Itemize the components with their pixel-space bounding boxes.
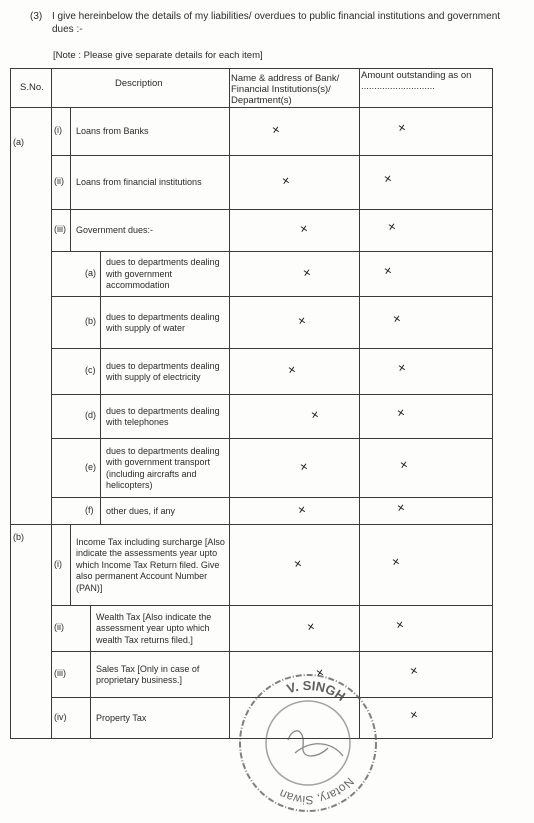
cross-mark-amount: ×: [395, 498, 406, 516]
cross-mark-amount: ×: [408, 662, 419, 679]
row-subnumber: (ii): [54, 622, 64, 632]
row-subnumber: (a): [85, 267, 96, 278]
row-divider: [51, 209, 492, 210]
row-subnumber: (d): [85, 410, 96, 420]
cross-mark-amount: ×: [408, 705, 419, 723]
column-divider-name: [359, 68, 360, 738]
cross-mark-amount: ×: [398, 455, 409, 473]
cross-mark-name: ×: [280, 172, 291, 189]
row-divider: [51, 651, 492, 652]
subnumber-divider: [70, 524, 71, 605]
row-description: other dues, if any: [106, 505, 176, 516]
row-subnumber: (iv): [54, 711, 67, 722]
row-subnumber: (i): [54, 125, 62, 135]
row-subnumber: (f): [85, 504, 94, 515]
subnumber-divider: [90, 651, 91, 697]
row-description: Sales Tax [Only in case of proprietary business.]: [96, 663, 200, 685]
row-divider: [51, 348, 492, 349]
subnumber-divider: [100, 251, 101, 296]
row-subnumber: (e): [85, 461, 96, 472]
subnumber-divider: [90, 605, 91, 651]
cross-mark-amount: ×: [395, 404, 406, 421]
row-subnumber: (iii): [54, 668, 66, 678]
cross-mark-name: ×: [296, 312, 307, 329]
cross-mark-amount: ×: [382, 261, 393, 279]
subnumber-divider: [90, 697, 91, 738]
row-description: Income Tax including surcharge [Also indicate the assessments year upto which Income Tax Return filed. Give also permanent Account Number (PAN)]: [76, 536, 225, 593]
row-description: Wealth Tax [Also indicate the assessment year upto which wealth Tax returns filed.]: [96, 611, 212, 645]
row-divider: [10, 524, 492, 525]
row-subnumber: (c): [85, 365, 96, 375]
row-subnumber: (b): [85, 316, 96, 326]
column-divider-sno: [51, 68, 52, 738]
row-description: Government dues:-: [76, 225, 154, 236]
note-text: [Note : Please give separate details for each item]: [53, 50, 263, 61]
row-description: dues to departments dealing with supply of water: [106, 311, 220, 333]
cross-mark-name: ×: [314, 664, 325, 681]
row-description: dues to departments dealing with telephones: [106, 405, 220, 427]
table-border-top: [10, 68, 492, 69]
row-divider: [51, 605, 492, 606]
row-divider: [51, 155, 492, 156]
subnumber-divider: [70, 209, 71, 251]
cross-mark-amount: ×: [396, 119, 407, 136]
cross-mark-name: ×: [296, 500, 307, 518]
row-description: dues to departments dealing with government accommodation: [106, 257, 220, 291]
section-number: (3): [30, 11, 43, 22]
cross-mark-amount: ×: [391, 310, 402, 327]
signature-scribble: [288, 731, 343, 756]
row-description: dues to departments dealing with government transport (including aircrafts and helicopters): [106, 445, 220, 490]
row-subnumber: (ii): [54, 176, 64, 186]
row-divider: [51, 296, 492, 297]
subnumber-divider: [70, 107, 71, 155]
subnumber-divider: [100, 497, 101, 524]
column-divider-description: [229, 68, 230, 738]
table-border-right: [492, 68, 493, 738]
cross-mark-name: ×: [309, 406, 320, 423]
row-divider: [51, 251, 492, 252]
table-border-left: [10, 68, 11, 738]
notary-stamp: [233, 668, 383, 818]
cross-mark-amount: ×: [382, 170, 393, 187]
row-section-label: (a): [13, 137, 24, 147]
header-amount: Amount outstanding as on ............................: [361, 70, 472, 92]
header-name-address: Name & address of Bank/ Financial Institutions(s)/ Department(s): [231, 73, 340, 106]
row-subnumber: (iii): [54, 224, 66, 234]
svg-text:V. SINGH: [285, 678, 348, 704]
row-section-label: (b): [13, 532, 24, 542]
cross-mark-name: ×: [270, 121, 281, 138]
row-description: dues to departments dealing with supply of electricity: [106, 360, 220, 382]
cross-mark-name: ×: [305, 618, 316, 635]
row-divider: [51, 497, 492, 498]
row-subnumber: (i): [54, 558, 62, 569]
stamp-name: V. SINGH: [284, 677, 349, 705]
cross-mark-name: ×: [298, 220, 309, 237]
intro-text: I give hereinbelow the details of my liabilities/ overdues to public financial institutions and government dues :-: [52, 11, 501, 35]
row-description: Loans from Banks: [76, 126, 149, 137]
cross-mark-amount: ×: [386, 218, 397, 235]
header-sno: S.No.: [20, 82, 44, 93]
cross-mark-amount: ×: [394, 616, 405, 633]
cross-mark-amount: ×: [396, 359, 407, 376]
subnumber-divider: [100, 394, 101, 438]
stamp-title: Notary, Siwan: [276, 774, 357, 808]
header-divider: [10, 107, 492, 108]
header-description: Description: [115, 78, 163, 89]
row-divider: [51, 438, 492, 439]
subnumber-divider: [100, 438, 101, 497]
cross-mark-name: ×: [298, 457, 309, 475]
subnumber-divider: [100, 348, 101, 394]
row-description: Property Tax: [96, 712, 147, 723]
row-description: Loans from financial institutions: [76, 177, 202, 188]
cross-mark-amount: ×: [390, 552, 401, 570]
row-divider: [51, 394, 492, 395]
cross-mark-name: ×: [286, 361, 297, 378]
subnumber-divider: [70, 155, 71, 209]
subnumber-divider: [100, 296, 101, 348]
cross-mark-name: ×: [292, 554, 303, 572]
cross-mark-name: ×: [301, 263, 312, 281]
